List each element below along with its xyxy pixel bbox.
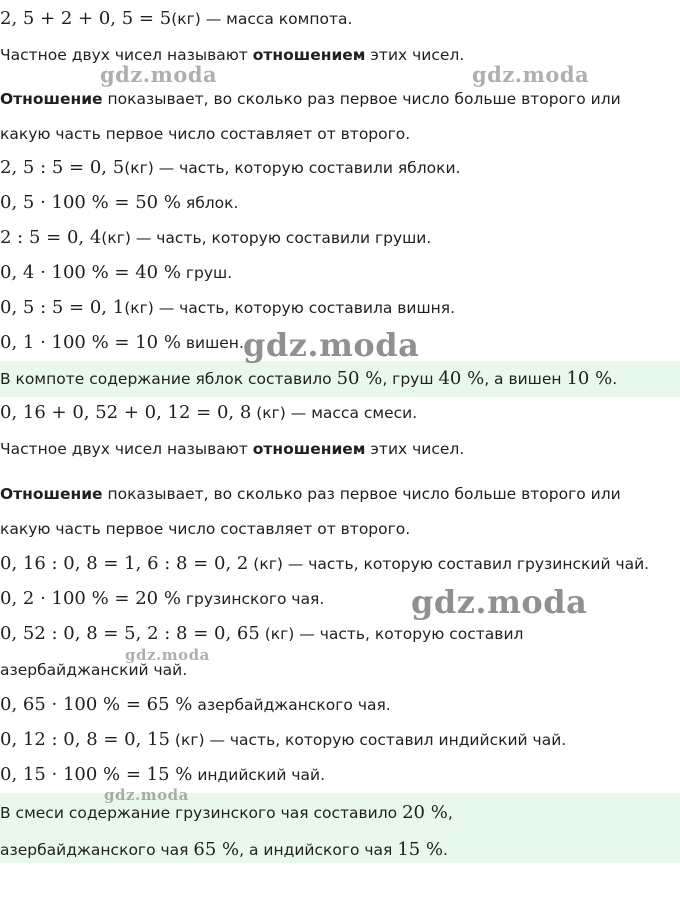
line-tea-answer-1: В смеси содержание грузинского чая составило 20 %, <box>0 802 453 823</box>
math-expression: 10 % <box>566 368 613 389</box>
math-expression: 0, 15 · 100 % = 15 % <box>0 764 193 785</box>
line-ratio-definition: Частное двух чисел называют отношением этих чисел. <box>0 46 465 64</box>
line-azerbaijani-part: 0, 52 : 0, 8 = 5, 2 : 8 = 0, 65 (кг) — часть, которую составил <box>0 623 524 644</box>
line-mix-mass: 0, 16 + 0, 52 + 0, 12 = 0, 8 (кг) — масса смеси. <box>0 402 418 423</box>
math-expression: 0, 52 : 0, 8 = 5, 2 : 8 = 0, 65 <box>0 623 260 644</box>
math-expression: 2, 5 : 5 = 0, 5 <box>0 157 125 178</box>
watermark: gdz.moda <box>411 583 588 621</box>
line-ratio-explanation-4: какую часть первое число составляет от второго. <box>0 520 411 538</box>
bold-term: Отношение <box>0 90 103 108</box>
line-ratio-explanation-2: какую часть первое число составляет от второго. <box>0 125 411 143</box>
watermark: gdz.moda <box>472 62 590 87</box>
math-expression: 20 % <box>402 802 448 823</box>
line-georgian-percent: 0, 2 · 100 % = 20 % грузинского чая. <box>0 588 325 609</box>
line-compote-answer: В компоте содержание яблок составило 50 %, груш 40 %, а вишен 10 %. <box>0 368 618 389</box>
math-expression: 2 : 5 = 0, 4 <box>0 227 102 248</box>
math-expression: 0, 5 · 100 % = 50 % <box>0 192 181 213</box>
math-expression: 0, 65 · 100 % = 65 % <box>0 694 193 715</box>
math-expression: 50 % <box>336 368 383 389</box>
line-apples-part: 2, 5 : 5 = 0, 5(кг) — часть, которую составили яблоки. <box>0 157 461 178</box>
watermark: gdz.moda <box>125 646 210 664</box>
math-expression: 40 % <box>438 368 485 389</box>
line-cherries-part: 0, 5 : 5 = 0, 1(кг) — часть, которую составила вишня. <box>0 297 456 318</box>
watermark: gdz.moda <box>104 786 189 804</box>
line-ratio-explanation-3: Отношение показывает, во сколько раз первое число больше второго или <box>0 485 621 503</box>
math-expression: 65 % <box>193 839 240 860</box>
line-tea-answer-2: азербайджанского чая 65 %, а индийского чая 15 %. <box>0 839 448 860</box>
line-cherries-percent: 0, 1 · 100 % = 10 % вишен. <box>0 332 244 353</box>
math-expression: 0, 2 · 100 % = 20 % <box>0 588 181 609</box>
math-expression: 15 % <box>397 839 444 860</box>
math-expression: 0, 16 : 0, 8 = 1, 6 : 8 = 0, 2 <box>0 553 249 574</box>
math-expression: 0, 4 · 100 % = 40 % <box>0 262 181 283</box>
line-compote-mass: 2, 5 + 2 + 0, 5 = 5(кг) — масса компота. <box>0 8 353 29</box>
watermark: gdz.moda <box>100 62 218 87</box>
line-ratio-explanation-1: Отношение показывает, во сколько раз первое число больше второго или <box>0 90 621 108</box>
math-expression: 0, 5 : 5 = 0, 1 <box>0 297 125 318</box>
bold-term: Отношение <box>0 485 103 503</box>
line-pears-percent: 0, 4 · 100 % = 40 % груш. <box>0 262 233 283</box>
math-expression: 0, 12 : 0, 8 = 0, 15 <box>0 729 170 750</box>
bold-term: отношением <box>252 440 366 458</box>
math-expression: 2, 5 + 2 + 0, 5 = 5 <box>0 8 172 29</box>
line-indian-percent: 0, 15 · 100 % = 15 % индийский чай. <box>0 764 326 785</box>
bold-term: отношением <box>252 46 366 64</box>
line-pears-part: 2 : 5 = 0, 4(кг) — часть, которую составили груши. <box>0 227 432 248</box>
line-azerbaijani-percent: 0, 65 · 100 % = 65 % азербайджанского чая. <box>0 694 391 715</box>
line-georgian-part: 0, 16 : 0, 8 = 1, 6 : 8 = 0, 2 (кг) — часть, которую составил грузинский чай. <box>0 553 650 574</box>
line-apples-percent: 0, 5 · 100 % = 50 % яблок. <box>0 192 239 213</box>
watermark: gdz.moda <box>243 326 420 364</box>
math-expression: 0, 16 + 0, 52 + 0, 12 = 0, 8 <box>0 402 252 423</box>
line-azerbaijani-part-cont: азербайджанский чай. <box>0 661 188 679</box>
math-expression: 0, 1 · 100 % = 10 % <box>0 332 181 353</box>
line-indian-part: 0, 12 : 0, 8 = 0, 15 (кг) — часть, которую составил индийский чай. <box>0 729 567 750</box>
line-ratio-definition-2: Частное двух чисел называют отношением этих чисел. <box>0 440 465 458</box>
